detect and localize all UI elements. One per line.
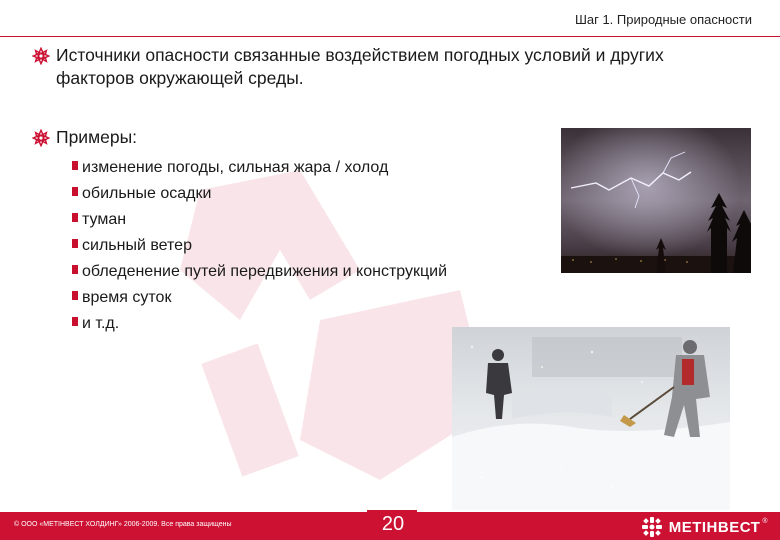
examples-bullet	[32, 126, 137, 149]
examples-list	[72, 155, 447, 337]
brand	[641, 516, 768, 538]
list-item-text: изменение погоды, сильная жара / холод	[82, 159, 389, 176]
lightning-storm-photo	[561, 128, 751, 273]
list-item-text: обледенение путей передвижения и конструкций	[82, 263, 448, 280]
list-item	[72, 181, 447, 207]
square-bullet-icon	[72, 187, 78, 196]
square-bullet-icon	[72, 213, 78, 222]
square-bullet-icon	[72, 161, 78, 170]
flower-bullet-icon	[32, 47, 50, 65]
examples-label: Примеры:	[56, 127, 138, 147]
intro-bullet	[32, 44, 692, 90]
list-item	[72, 311, 447, 337]
list-item	[72, 259, 447, 285]
list-item	[72, 233, 447, 259]
flower-bullet-icon	[32, 129, 50, 147]
list-item	[72, 285, 447, 311]
list-item-text: время суток	[82, 289, 172, 306]
square-bullet-icon	[72, 291, 78, 300]
square-bullet-icon	[72, 317, 78, 326]
list-item-text: сильный ветер	[82, 237, 192, 254]
registered-mark: ®	[762, 517, 768, 525]
copyright-text: © ООО «МЕТІНВЕСТ ХОЛДИНГ» 2006-2009. Все права защищены	[14, 521, 232, 528]
square-bullet-icon	[72, 265, 78, 274]
header-divider	[0, 36, 780, 37]
list-item-text: и т.д.	[82, 315, 120, 332]
page-number-box	[367, 510, 417, 540]
brand-name: МЕТІНВЕСТ	[668, 518, 761, 536]
intro-text: Источники опасности связанные воздействием погодных условий и других факторов окружающей среды.	[56, 45, 664, 88]
list-item-text: туман	[82, 211, 127, 228]
page-number: 20	[381, 513, 405, 535]
list-item	[72, 155, 447, 181]
list-item	[72, 207, 447, 233]
list-item-text: обильные осадки	[82, 185, 212, 202]
metinvest-logo-icon	[641, 516, 663, 538]
step-title: Шаг 1. Природные опасности	[574, 12, 752, 27]
square-bullet-icon	[72, 239, 78, 248]
snowstorm-photo	[452, 327, 730, 510]
